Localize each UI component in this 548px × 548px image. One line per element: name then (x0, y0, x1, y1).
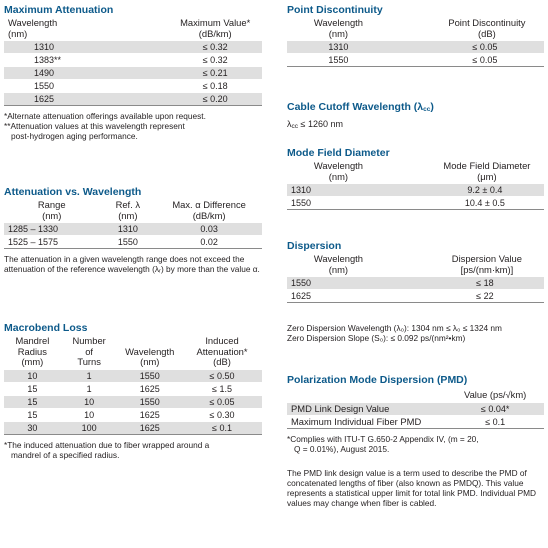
pmd-note-b: Q = 0.01%), August 2015. (294, 443, 390, 454)
table-row: 1550 ≤ 18 (287, 277, 544, 290)
max-attenuation-note-2b: post-hydrogen aging performance. (11, 131, 138, 142)
pmd-note-a: *Complies with ITU-T G.650-2 Appendix IV, (m = 20, (287, 433, 479, 444)
col-header-induced-attenuation: Induced Attenuation* (dB) (196, 335, 248, 368)
table-row: 15 10 1625 ≤ 0.30 (4, 408, 262, 421)
table-row: 1285 – 1330 1310 0.03 (4, 223, 262, 236)
zero-dispersion-wavelength: Zero Dispersion Wavelength (λ₀): 1304 nm ≤ λ₀ ≤ 1324 nm (287, 323, 502, 334)
point-discontinuity-section (287, 4, 544, 67)
table-row: 1550 ≤ 0.18 (4, 80, 262, 93)
table-row: 1310 9.2 ± 0.4 (287, 184, 544, 197)
max-attenuation-title: Maximum Attenuation (4, 4, 114, 16)
point-discontinuity-title: Point Discontinuity (287, 4, 383, 16)
macrobend-loss-table (4, 336, 262, 435)
macrobend-note-b: mandrel of a specified radius. (11, 449, 120, 460)
table-row: Maximum Individual Fiber PMD ≤ 0.1 (287, 415, 544, 428)
col-header-dispersion-value: Dispersion Value [ps/(nm·km)] (451, 253, 522, 275)
dispersion-title: Dispersion (287, 240, 342, 252)
zero-dispersion-slope: Zero Dispersion Slope (S₀): ≤ 0.092 ps/(nm²•km) (287, 333, 466, 344)
point-discontinuity-table (287, 18, 544, 67)
table-row: 15 1 1625 ≤ 1.5 (4, 382, 262, 395)
table-row: 10 1 1550 ≤ 0.50 (4, 369, 262, 382)
table-row: 30 100 1625 ≤ 0.1 (4, 421, 262, 434)
table-row: 1550 10.4 ± 0.5 (287, 197, 544, 210)
macrobend-loss-section (4, 322, 262, 460)
col-header-wavelength: Wavelength (nm) (313, 160, 363, 182)
col-header-wavelength: Wavelength (nm) (8, 17, 58, 39)
cable-cutoff-section (287, 101, 544, 132)
pmd-table (287, 390, 544, 429)
table-row: 1383** ≤ 0.32 (4, 54, 262, 67)
col-header-mandrel-radius: Mandrel Radius (mm) (15, 335, 50, 368)
col-header-wavelength: Wavelength (nm) (125, 345, 175, 368)
cable-cutoff-title: Cable Cutoff Wavelength (λcc) (287, 101, 434, 113)
mode-field-diameter-table (287, 161, 544, 210)
dispersion-section (287, 240, 544, 343)
pmd-description: The PMD link design value is a term used to describe the PMD of concatenated lengths of fiber (also known as PMDQ). This value represents a statistical upper limit for total link PMD. Individual PMD values may change when fiber is cabled. (287, 467, 536, 508)
pmd-title: Polarization Mode Dispersion (PMD) (287, 374, 468, 386)
table-row: 1625 ≤ 22 (287, 290, 544, 303)
macrobend-note-a: *The induced attenuation due to fiber wrapped around a (4, 439, 210, 450)
atten-vs-wavelength-section (4, 186, 262, 274)
table-row: 1310 ≤ 0.05 (287, 41, 544, 54)
col-header-point-discontinuity: Point Discontinuity (dB) (448, 17, 526, 39)
table-row: 1310 ≤ 0.32 (4, 41, 262, 54)
col-header-wavelength: Wavelength (nm) (313, 253, 363, 275)
cable-cutoff-value: λcc ≤ 1260 nm (287, 119, 343, 130)
table-row: 1625 ≤ 0.20 (4, 93, 262, 106)
col-header-max-value: Maximum Value* (dB/km) (180, 17, 251, 39)
max-attenuation-table (4, 18, 262, 106)
table-row: 1490 ≤ 0.21 (4, 67, 262, 80)
table-row: 1550 ≤ 0.05 (287, 54, 544, 67)
mode-field-diameter-section (287, 147, 544, 210)
col-header-pmd-value: Value (ps/√km) (464, 389, 527, 400)
atten-vs-wavelength-note: The attenuation in a given wavelength range does not exceed the attenuation of the reference wavelength (λᵣ) by more than the value α. (4, 254, 260, 275)
table-row: 15 10 1550 ≤ 0.05 (4, 395, 262, 408)
atten-vs-wavelength-title: Attenuation vs. Wavelength (4, 186, 142, 198)
macrobend-loss-title: Macrobend Loss (4, 322, 88, 334)
max-attenuation-note-1: *Alternate attenuation offerings available upon request. (4, 111, 206, 122)
dispersion-table (287, 254, 544, 303)
max-attenuation-note-2a: **Attenuation values at this wavelength represent (4, 121, 185, 132)
col-header-max-diff: Max. α Difference (dB/km) (172, 199, 246, 221)
col-header-number-of-turns: Number of Turns (72, 335, 106, 368)
col-header-wavelength: Wavelength (nm) (313, 17, 363, 39)
col-header-ref-lambda: Ref. λ (nm) (115, 199, 141, 221)
atten-vs-wavelength-table (4, 200, 262, 249)
table-row: PMD Link Design Value ≤ 0.04* (287, 402, 544, 415)
max-attenuation-section (4, 4, 262, 141)
col-header-range: Range (nm) (37, 199, 66, 221)
table-row: 1525 – 1575 1550 0.02 (4, 236, 262, 249)
mode-field-diameter-title: Mode Field Diameter (287, 147, 390, 159)
pmd-section (287, 374, 544, 508)
col-header-mode-field-diameter: Mode Field Diameter (μm) (443, 160, 531, 182)
